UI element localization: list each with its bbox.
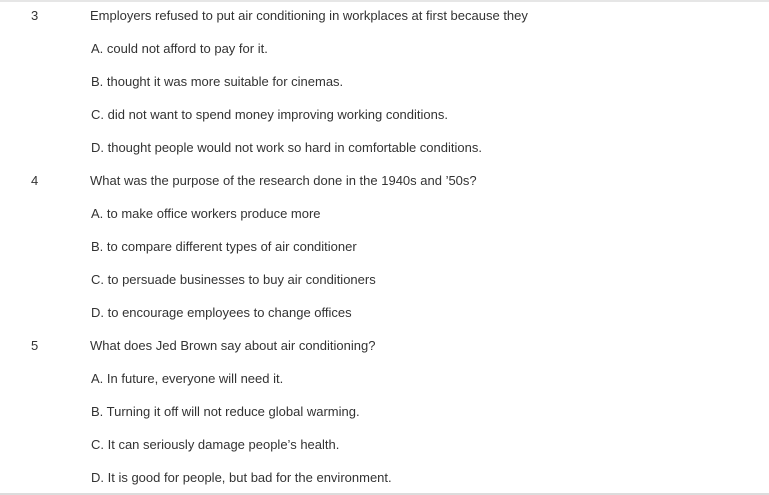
answer-option[interactable]: D. to encourage employees to change offices	[91, 305, 352, 320]
answer-option[interactable]: D. It is good for people, but bad for the environment.	[91, 470, 392, 485]
answer-option[interactable]: C. to persuade businesses to buy air conditioners	[91, 272, 376, 287]
answer-option[interactable]: C. It can seriously damage people’s health.	[91, 437, 340, 452]
answer-option[interactable]: A. to make office workers produce more	[91, 206, 321, 221]
answer-option[interactable]: B. Turning it off will not reduce global warming.	[91, 404, 360, 419]
top-divider	[0, 0, 769, 2]
question-number: 5	[31, 338, 39, 353]
question-number: 4	[31, 173, 39, 188]
answer-option[interactable]: A. could not afford to pay for it.	[91, 41, 268, 56]
question-text: What was the purpose of the research done in the 1940s and ’50s?	[90, 173, 477, 188]
answer-option[interactable]: A. In future, everyone will need it.	[91, 371, 284, 386]
answer-option[interactable]: B. thought it was more suitable for cinemas.	[91, 74, 344, 89]
answer-option[interactable]: B. to compare different types of air conditioner	[91, 239, 357, 254]
answer-option[interactable]: D. thought people would not work so hard in comfortable conditions.	[91, 140, 482, 155]
answer-option[interactable]: C. did not want to spend money improving working conditions.	[91, 107, 448, 122]
question-text: What does Jed Brown say about air conditioning?	[90, 338, 376, 353]
question-text: Employers refused to put air conditioning in workplaces at first because they	[90, 8, 528, 23]
question-number: 3	[31, 8, 39, 23]
